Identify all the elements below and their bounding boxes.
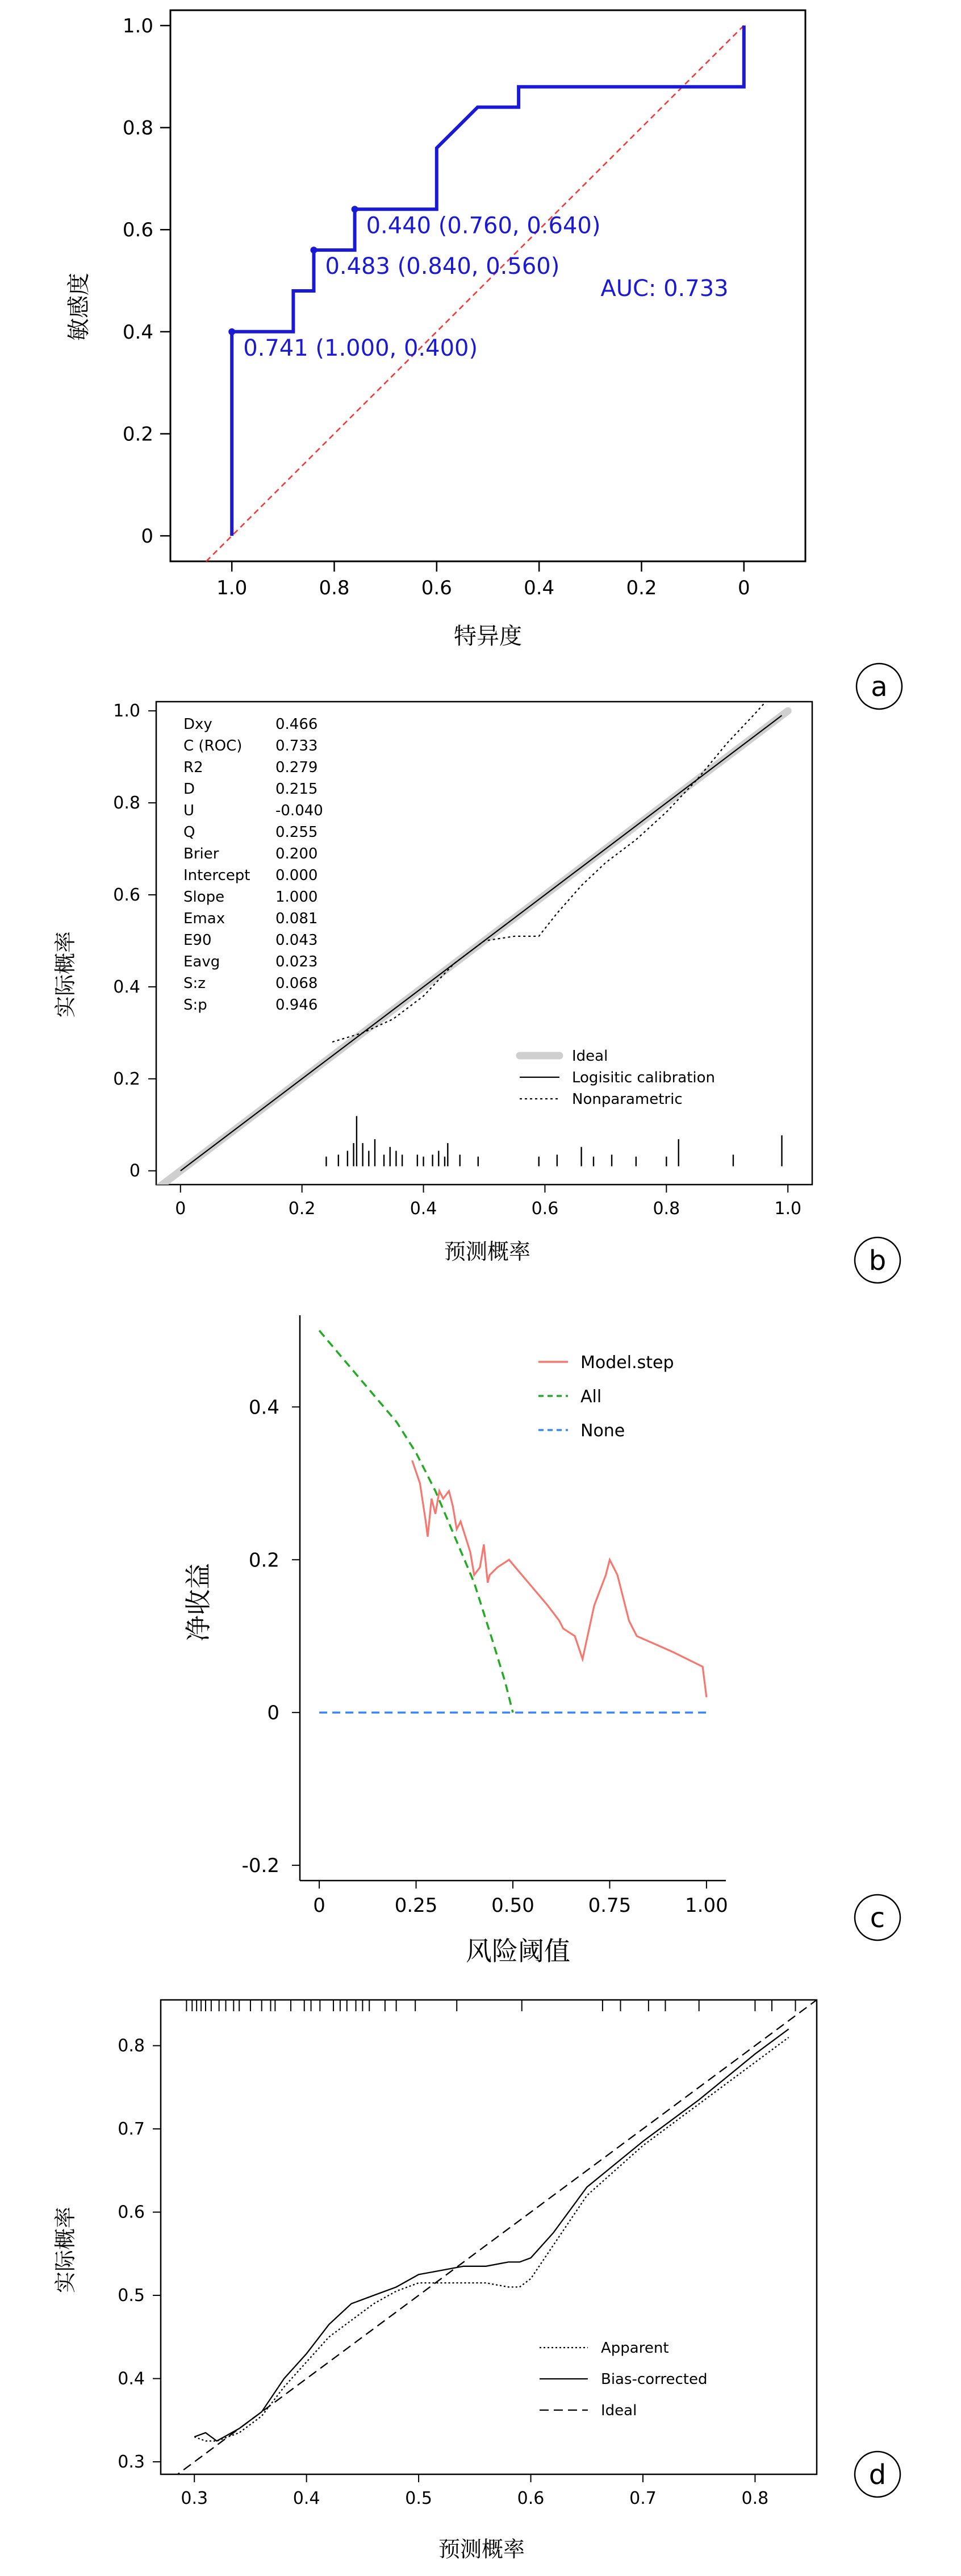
y-tick-label: 1.0 [113,701,140,722]
y-tick-label: 0.8 [122,116,153,140]
axis-ticks [242,1396,728,1917]
legend-label: All [580,1387,602,1407]
stat-value: 1.000 [275,889,318,906]
series-line-nonparametric [332,683,782,1042]
threshold-label: 0.483 (0.840, 0.560) [325,253,560,280]
stat-name: D [183,781,195,798]
x-tick-label: 1.00 [685,1894,728,1917]
stat-name: Dxy [183,716,212,733]
stat-name: U [183,802,195,819]
x-tick-label: 0.6 [517,2489,545,2508]
axis-ticks [118,2036,768,2508]
threshold-point [352,206,358,212]
panel-b-label: b [868,1245,887,1277]
stats-table [183,716,323,1014]
stat-value: -0.040 [275,802,323,819]
x-tick-label: 0.3 [181,2489,208,2508]
stat-name: Eavg [183,953,220,970]
series-line-model-step [412,1461,707,1698]
y-axis-label: 实际概率 [53,2206,78,2294]
y-axis-label: 敏感度 [66,273,92,341]
stat-value: 0.200 [275,845,318,862]
series-line-all [319,1331,513,1712]
x-tick-label: 0.2 [626,577,657,599]
y-tick-label: 0 [129,1161,140,1181]
stat-name: S:z [183,975,206,992]
x-tick-label: 0.4 [410,1199,437,1219]
x-axis-label: 预测概率 [438,2537,525,2562]
stat-value: 0.255 [275,824,318,841]
legend-label: Ideal [572,1048,608,1065]
x-tick-label: 0.8 [653,1199,680,1219]
y-tick-label: 0.5 [118,2286,145,2306]
y-tick-label: 0 [267,1702,279,1725]
stat-name: C (ROC) [183,737,243,755]
x-tick-label: 0.4 [524,577,555,599]
panel-a-roc-chart [66,10,902,709]
stat-name: Brier [183,845,219,862]
x-axis-label: 风险阈值 [466,1936,570,1966]
y-tick-label: 0.3 [118,2452,145,2473]
x-axis-label: 预测概率 [444,1239,531,1264]
x-tick-label: 0.8 [319,577,350,599]
panel-b-calibration-chart [53,683,900,1283]
x-tick-label: 0.6 [531,1199,559,1219]
series-line-logisitic-calibration [181,715,782,1170]
panel-a-label: a [871,671,888,703]
legend-label: Apparent [601,2340,669,2357]
x-tick-label: 0 [313,1894,325,1917]
threshold-point [228,328,235,335]
legend-label: Model.step [580,1353,674,1373]
stat-value: 0.466 [275,716,318,733]
x-tick-label: 1.0 [774,1199,802,1219]
plot-frame [161,2000,817,2474]
stat-value: 0.023 [275,953,318,970]
y-axis-label: 净收益 [183,1563,214,1641]
stat-value: 0.946 [275,997,318,1014]
stat-value: 0.279 [275,759,318,776]
panel-c-decision-curve [183,1315,900,1966]
y-tick-label: 0.2 [113,1069,140,1089]
threshold-points [228,206,600,361]
x-tick-label: 0 [737,577,750,599]
y-tick-label: 0.6 [113,885,140,905]
stat-name: Intercept [183,867,250,884]
legend-label: Logisitic calibration [572,1069,716,1086]
threshold-label: 0.741 (1.000, 0.400) [243,335,478,361]
series-line-ideal [161,2000,817,2487]
stat-name: E90 [183,932,212,949]
y-tick-label: 0 [141,525,153,548]
y-axis-label: 实际概率 [53,931,78,1018]
x-tick-label: 1.0 [216,577,248,599]
panel-c-label: c [870,1902,885,1934]
legend-label: Nonparametric [572,1091,683,1108]
y-tick-label: -0.2 [241,1854,279,1878]
rug-marks [326,1116,782,1166]
legend-label: Bias-corrected [601,2371,708,2388]
x-tick-label: 0.2 [288,1199,316,1219]
stat-value: 0.215 [275,781,318,798]
legend [520,1048,715,1108]
x-tick-label: 0.25 [394,1894,438,1917]
x-tick-label: 0.5 [405,2489,432,2508]
legend [538,1353,674,1441]
calibration-lines [161,2000,817,2487]
y-tick-label: 0.7 [118,2119,145,2140]
threshold-label: 0.440 (0.760, 0.640) [366,212,601,239]
axis-ticks [123,15,750,599]
rug-marks [186,2000,795,2011]
legend-label: Ideal [601,2402,637,2419]
stat-name: S:p [183,997,207,1014]
y-tick-label: 0.4 [113,977,140,997]
net-benefit-lines [319,1331,707,1712]
x-axis-label: 特异度 [454,623,522,649]
stat-name: Slope [183,889,225,906]
stat-value: 0.081 [275,910,318,927]
panel-d-bootstrap-calibration [53,2000,900,2562]
stat-value: 0.068 [275,975,318,992]
y-tick-label: 0.4 [122,320,153,344]
x-tick-label: 0.6 [421,577,452,599]
y-tick-label: 0.6 [118,2202,145,2223]
stat-value: 0.000 [275,867,318,884]
stat-name: Emax [183,910,225,927]
legend [540,2340,707,2419]
panel-d-label: d [868,2459,887,2491]
y-tick-label: 0.4 [118,2369,145,2389]
threshold-point [310,247,317,253]
x-tick-label: 0.4 [293,2489,320,2508]
y-tick-label: 1.0 [122,14,153,37]
y-tick-label: 0.2 [248,1549,279,1572]
x-tick-label: 0.8 [741,2489,769,2508]
auc-annotation: AUC: 0.733 [600,275,729,302]
y-tick-label: 0.6 [122,219,153,242]
x-tick-label: 0.75 [588,1894,632,1917]
x-tick-label: 0 [175,1199,186,1219]
stat-name: Q [183,824,195,841]
y-tick-label: 0.8 [113,793,140,814]
y-tick-label: 0.8 [118,2036,145,2056]
x-tick-label: 0.50 [491,1894,534,1917]
legend-label: None [580,1421,625,1441]
annotations [600,276,728,302]
stat-name: R2 [183,759,203,776]
stat-value: 0.733 [275,737,318,755]
x-tick-label: 0.7 [629,2489,657,2508]
y-tick-label: 0.4 [248,1396,279,1419]
y-tick-label: 0.2 [122,423,153,446]
calibration-lines [156,683,788,1190]
stat-value: 0.043 [275,932,318,949]
